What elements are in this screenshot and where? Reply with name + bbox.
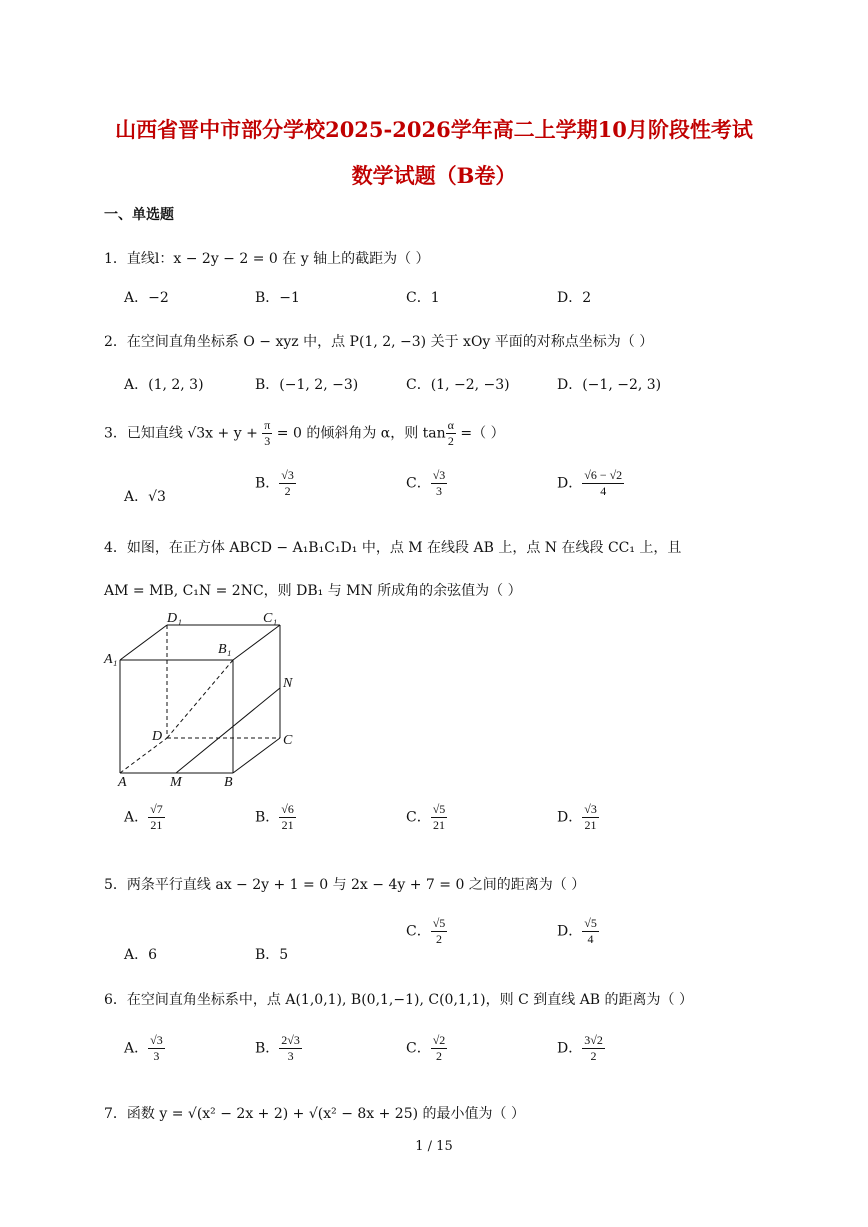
q4-option-d: D． $\frac{√3}{21}$ (557, 802, 597, 832)
q4-option-c: C． $\frac{√5}{21}$ (406, 802, 446, 832)
q2-option-d: D．(−1, −2, 3) (557, 377, 662, 393)
q3-option-c: C． $\frac{√3}{3}$ (406, 468, 446, 498)
q3-option-a: A．√3 (124, 489, 166, 505)
q3-option-d: D． $\frac{√6 - √2}{4}$ (557, 468, 623, 498)
question-2: 2．在空间直角坐标系 O − xyz 中，点 P(1, 2, −3) 关于 xOy 平面的对称点坐标为（ ） (104, 334, 654, 350)
section-heading-single-choice: 一、单选题 (104, 207, 174, 223)
q3-alpha-over-2: $\frac{\alpha}{2}$ (447, 418, 454, 448)
q6-option-a: A． $\frac{√3}{3}$ (124, 1033, 163, 1063)
q3-text-part3: =（ ） (455, 425, 505, 442)
q5-option-c: C． $\frac{√5}{2}$ (406, 916, 446, 946)
q5-option-d: D． $\frac{√5}{4}$ (557, 916, 597, 946)
q1-option-b: B．−1 (255, 290, 300, 306)
label-d: D (152, 729, 163, 744)
q1-option-c: C．1 (406, 290, 440, 306)
label-a: A (118, 775, 127, 790)
label-n: N (283, 676, 293, 691)
label-a1: A₁ (104, 652, 118, 667)
segment-mn (176, 688, 280, 773)
q5-option-a: A．6 (124, 947, 158, 963)
edge-bc (233, 738, 280, 773)
question-4-line1: 4．如图，在正方体 ABCD − A₁B₁C₁D₁ 中，点 M 在线段 AB 上，点 N 在线段 CC₁ 上，且 (104, 540, 682, 556)
q2-option-a: A．(1, 2, 3) (124, 377, 204, 393)
label-d1: D₁ (167, 611, 182, 626)
q5-option-b: B．5 (255, 947, 289, 963)
document-title-line2: 数学试题（B卷） (351, 163, 517, 188)
label-m: M (170, 775, 182, 790)
page-number: 1 / 15 (415, 1139, 453, 1154)
q2-option-b: B．(−1, 2, −3) (255, 377, 359, 393)
edge-b1c1 (233, 625, 280, 660)
q3-text-part1: 3．已知直线 √3x + y + (104, 425, 263, 442)
label-b1: B₁ (218, 642, 232, 657)
q3-option-b: B． $\frac{√3}{2}$ (255, 468, 294, 498)
q1-option-a: A．−2 (124, 290, 169, 306)
label-c1: C₁ (263, 611, 278, 626)
q3-text-part2: = 0 的倾斜角为 α，则 tan (272, 425, 446, 442)
q4-option-a: A． $\frac{√7}{21}$ (124, 802, 163, 832)
question-3 (104, 418, 505, 449)
q3-pi-over-3: $\frac{\pi}{3}$ (264, 418, 271, 448)
q6-option-c: C． $\frac{√2}{2}$ (406, 1033, 446, 1063)
question-4-line2: AM = MB, C₁N = 2NC，则 DB₁ 与 MN 所成角的余弦值为（ ） (104, 583, 522, 599)
document-title-line1: 山西省晋中市部分学校2025-2026学年高二上学期10月阶段性考试 (115, 117, 753, 142)
question-6: 6．在空间直角坐标系中，点 A(1,0,1), B(0,1,−1), C(0,1,1)，则 C 到直线 AB 的距离为（ ） (104, 992, 693, 1008)
cube-figure (100, 605, 310, 790)
question-5: 5．两条平行直线 ax − 2y + 1 = 0 与 2x − 4y + 7 = 0 之间的距离为（ ） (104, 877, 586, 893)
label-b: B (224, 775, 233, 790)
segment-db1 (167, 660, 233, 738)
q1-option-d: D．2 (557, 290, 592, 306)
q6-option-b: B． $\frac{2√3}{3}$ (255, 1033, 300, 1063)
edge-a1d1 (120, 625, 167, 660)
question-1: 1．直线l：x − 2y − 2 = 0 在 y 轴上的截距为（ ） (104, 251, 430, 267)
q4-option-b: B． $\frac{√6}{21}$ (255, 802, 294, 832)
q2-option-c: C．(1, −2, −3) (406, 377, 510, 393)
question-7: 7．函数 y = √(x² − 2x + 2) + √(x² − 8x + 25) 的最小值为（ ） (104, 1106, 525, 1122)
q6-option-d: D． $\frac{3√2}{2}$ (557, 1033, 603, 1063)
label-c: C (283, 733, 293, 748)
